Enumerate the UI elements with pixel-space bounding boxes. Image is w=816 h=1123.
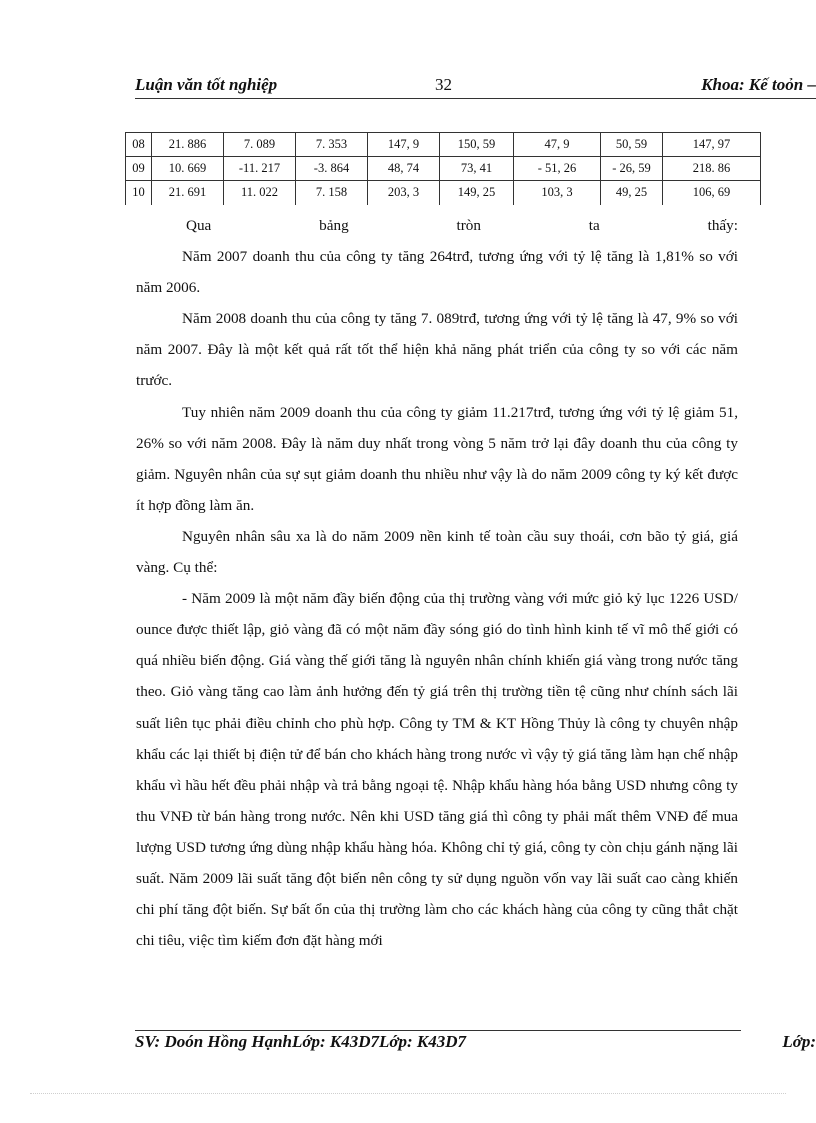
table-cell: 150, 59 bbox=[440, 133, 514, 157]
page-header bbox=[135, 72, 816, 99]
header-faculty: Khoa: Kế toỏn – bbox=[701, 75, 816, 94]
table-cell: 73, 41 bbox=[440, 157, 514, 181]
intro-word: thấy: bbox=[707, 217, 738, 234]
paragraph: Năm 2007 doanh thu của công ty tăng 264trđ, tương ứng với tỷ lệ tăng là 1,81% so với năm 2006. bbox=[136, 248, 738, 297]
paragraph: Năm 2008 doanh thu của công ty tăng 7. 089trđ, tương ứng với tỷ lệ tăng là 47, 9% so với năm 2007. Đây là một kết quả rất tốt thể hiện khả năng phát triển của công ty so với các năm trước. bbox=[136, 310, 738, 390]
table-cell: 7. 089 bbox=[224, 133, 296, 157]
table-cell: 103, 3 bbox=[514, 181, 601, 205]
footer-student: SV: Doón Hồng HạnhLớp: K43D7Lớp: K43D7 bbox=[135, 1032, 467, 1051]
table-row bbox=[126, 157, 761, 181]
table-cell: 21. 886 bbox=[152, 133, 224, 157]
paragraph: Tuy nhiên năm 2009 doanh thu của công ty giảm 11.217trđ, tương ứng với tỷ lệ giảm 51, 26% so với năm 2008. Đây là năm duy nhất trong vòng 5 năm trở lại đây doanh thu của công ty giảm. Nguyên nhân của sự sụt giảm doanh thu nhiều như vậy là do năm 2009 công ty ký kết được ít hợp đồng làm ăn. bbox=[136, 403, 738, 514]
table-cell: 21. 691 bbox=[152, 181, 224, 205]
footer-class: Lớp: bbox=[782, 1032, 816, 1051]
intro-line bbox=[136, 210, 738, 241]
table-row bbox=[126, 133, 761, 157]
table-cell: -11. 217 bbox=[224, 157, 296, 181]
table-row bbox=[126, 181, 761, 205]
table-cell: 147, 9 bbox=[368, 133, 440, 157]
table-cell: 218. 86 bbox=[663, 157, 761, 181]
table-cell: 48, 74 bbox=[368, 157, 440, 181]
table-cell: - 26, 59 bbox=[601, 157, 663, 181]
intro-word: tròn bbox=[456, 217, 481, 234]
table-cell: 106, 69 bbox=[663, 181, 761, 205]
table-cell: 11. 022 bbox=[224, 181, 296, 205]
header-thesis-title: Luận văn tốt nghiệp bbox=[135, 75, 278, 94]
page-number: 32 bbox=[435, 75, 452, 94]
intro-word: ta bbox=[588, 217, 600, 234]
table-cell: 147, 97 bbox=[663, 133, 761, 157]
paragraph: - Năm 2009 là một năm đầy biến động của thị trường vàng với mức giỏ kỷ lục 1226 USD/ ounce được thiết lập, giỏ vàng đã có một năm đầy sóng gió do tình hình kinh tế vĩ mô thế giới có quá nhiều biến động. Giá vàng thế giới tăng là nguyên nhân chính khiến giá vàng trong nước tăng theo. Giỏ vàng tăng cao làm ảnh hưởng đến tỷ giá trên thị trường tiền tệ cũng như chính sách lãi suất liên tục phải điều chỉnh cho phù hợp. Công ty TM & KT Hồng Thủy là công ty chuyên nhập khẩu các lại thiết bị điện tử để bán cho khách hàng trong nước vì vậy tỷ giá tăng làm hạn chế nhập khẩu vì hầu hết đều phải nhập và trả bằng ngoại tệ. Nhập khẩu hàng hóa bằng USD nhưng công ty thu VNĐ từ bán hàng trong nước. Nên khi USD tăng giá thì công ty phải mất thêm VNĐ để mua lượng USD tương ứng dùng nhập khẩu hàng hóa. Không chỉ tỷ giá, công ty còn chịu gánh nặng lãi suất. Năm 2009 lãi suất tăng đột biến nên công ty sử dụng nguồn vốn vay lãi suất cao càng khiến chi phí tăng đột biến. Sự bất ổn của thị trường làm cho các khách hàng của công ty cũng thắt chặt chi tiêu, việc tìm kiếm đơn đặt hàng mới bbox=[136, 590, 738, 950]
table-cell: 09 bbox=[126, 157, 152, 181]
table-cell: 10. 669 bbox=[152, 157, 224, 181]
table-cell: 7. 158 bbox=[296, 181, 368, 205]
body-text bbox=[136, 210, 738, 956]
intro-word: bảng bbox=[319, 217, 349, 234]
footer-rule bbox=[135, 1030, 741, 1031]
page-bottom-divider bbox=[30, 1093, 786, 1094]
table-cell: 49, 25 bbox=[601, 181, 663, 205]
table-cell: 203, 3 bbox=[368, 181, 440, 205]
table-cell: 08 bbox=[126, 133, 152, 157]
table-cell: 50, 59 bbox=[601, 133, 663, 157]
table-cell: 149, 25 bbox=[440, 181, 514, 205]
table-cell: - 51, 26 bbox=[514, 157, 601, 181]
paragraph: Nguyên nhân sâu xa là do năm 2009 nền kinh tế toàn cầu suy thoái, cơn bão tỷ giá, giá vàng. Cụ thể: bbox=[136, 527, 738, 577]
intro-word: Qua bbox=[186, 217, 212, 234]
table-cell: 10 bbox=[126, 181, 152, 205]
table-cell: -3. 864 bbox=[296, 157, 368, 181]
table-cell: 7. 353 bbox=[296, 133, 368, 157]
table-cell: 47, 9 bbox=[514, 133, 601, 157]
revenue-table bbox=[125, 132, 761, 205]
